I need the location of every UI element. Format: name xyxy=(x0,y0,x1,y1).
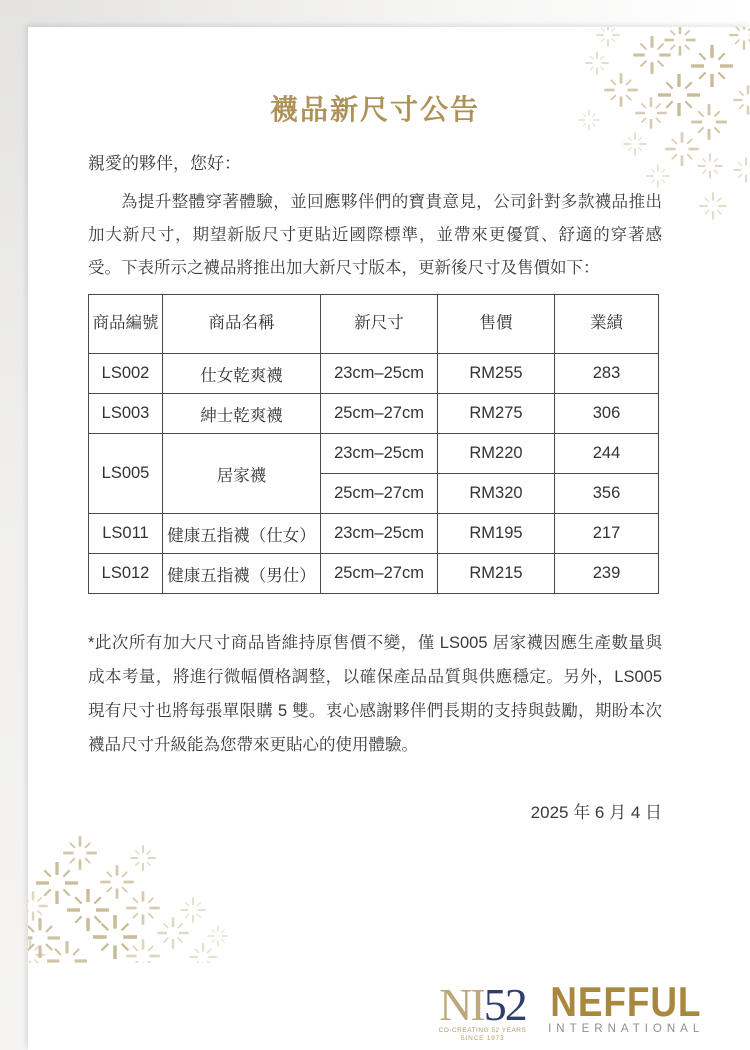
table-row xyxy=(89,394,659,434)
announcement-body xyxy=(88,0,662,823)
cell-performance: 283 xyxy=(555,354,659,394)
cell-name: 居家襪 xyxy=(163,434,321,514)
cell-performance: 244 xyxy=(555,434,659,474)
header-new-size: 新尺寸 xyxy=(321,295,438,354)
cell-size: 23cm–25cm xyxy=(321,434,438,474)
price-table xyxy=(88,294,659,594)
table-header-row xyxy=(89,295,659,354)
cell-price: RM215 xyxy=(438,554,555,594)
cell-code: LS002 xyxy=(89,354,163,394)
company-logo xyxy=(438,978,712,1042)
cell-price: RM255 xyxy=(438,354,555,394)
header-product-name: 商品名稱 xyxy=(163,295,321,354)
greeting-line: 親愛的夥伴，您好： xyxy=(88,154,241,173)
cell-price: RM320 xyxy=(438,474,555,514)
cell-size: 25cm–27cm xyxy=(321,554,438,594)
cell-performance: 217 xyxy=(555,514,659,554)
cell-code: LS012 xyxy=(89,554,163,594)
logo-tagline-since: SINCE 1973 xyxy=(460,1035,505,1042)
ni52-mark-gold: NI xyxy=(439,979,484,1030)
cell-size: 25cm–27cm xyxy=(321,394,438,434)
cell-size: 25cm–27cm xyxy=(321,474,438,514)
cell-name: 健康五指襪（仕女） xyxy=(163,514,321,554)
header-performance: 業績 xyxy=(555,295,659,354)
cell-code: LS003 xyxy=(89,394,163,434)
neffful-wordmark: NEFFUL xyxy=(550,978,702,1025)
cell-size: 23cm–25cm xyxy=(321,354,438,394)
cell-size: 23cm–25cm xyxy=(321,514,438,554)
ni52-mark xyxy=(439,979,526,1030)
page-title: 襪品新尺寸公告 xyxy=(269,94,480,125)
header-price: 售價 xyxy=(438,295,555,354)
table-row xyxy=(89,554,659,594)
neffful-international-label: INTERNATIONAL xyxy=(548,1023,705,1035)
cell-performance: 239 xyxy=(555,554,659,594)
cell-code: LS011 xyxy=(89,514,163,554)
table-row xyxy=(89,514,659,554)
cell-code: LS005 xyxy=(89,434,163,514)
cell-price: RM220 xyxy=(438,434,555,474)
cell-name: 紳士乾爽襪 xyxy=(163,394,321,434)
neffful-logo xyxy=(540,978,712,1035)
logo-tagline-cocreating: CO-CREATING 52 YEARS xyxy=(438,1027,527,1034)
cell-name: 仕女乾爽襪 xyxy=(163,354,321,394)
cell-name: 健康五指襪（男仕） xyxy=(163,554,321,594)
table-row xyxy=(89,354,659,394)
ni52-mark-navy: 52 xyxy=(483,979,526,1030)
cell-performance: 306 xyxy=(555,394,659,434)
announcement-date: 2025 年 6 月 4 日 xyxy=(530,803,662,822)
page-edge-left xyxy=(0,0,28,1050)
ni52-logo xyxy=(438,979,527,1042)
header-product-code: 商品編號 xyxy=(89,295,163,354)
cell-performance: 356 xyxy=(555,474,659,514)
cell-price: RM275 xyxy=(438,394,555,434)
cell-price: RM195 xyxy=(438,514,555,554)
footnote-paragraph: *此次所有加大尺寸商品皆維持原售價不變，僅 LS005 居家襪因應生產數量與成本考量，將進行微幅價格調整，以確保產品品質與供應穩定。另外，LS005 現有尺寸也將每張單限購 5 雙。衷心感謝夥伴們長期的支持與鼓勵，期盼本次襪品尺寸升級能為您帶來更貼心的使用體驗。 xyxy=(88,634,662,754)
table-row xyxy=(89,434,659,474)
intro-paragraph: 為提升整體穿著體驗，並回應夥伴們的寶貴意見，公司針對多款襪品推出加大新尺寸，期望新版尺寸更貼近國際標準，並帶來更優質、舒適的穿著感受。下表所示之襪品將推出加大新尺寸版本，更新後尺寸及售價如下： xyxy=(88,193,662,277)
